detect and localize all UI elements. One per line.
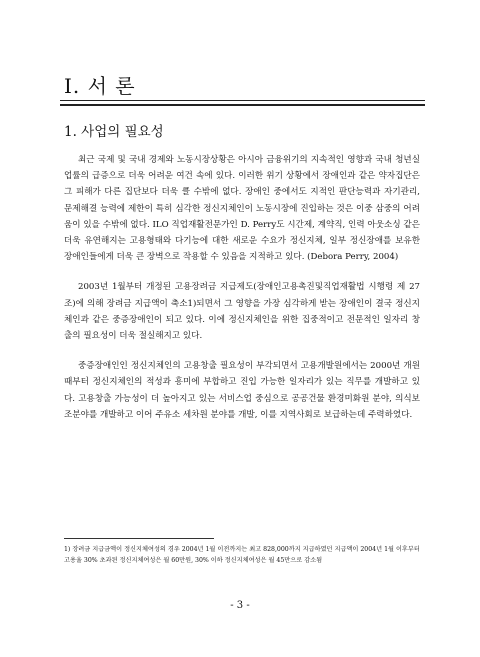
paragraph-1: 최근 국제 및 국내 경제와 노동시장상황은 아시아 금융위기의 지속적인 영향과 국내 청년실업률의 급증으로 더욱 어려운 여건 속에 있다. 이러한 위기 상황에서 장애인과 같은 약자집단은 그 피해가 다른 집단보다 더욱 클 수밖에 없다. 장애인 중에서도 지적인 판단능력과 자기관리, 문제해결 능력에 제한이 특히 심각한 정신지체인이 노동시장에 진입하는 것은 이중 삼중의 어려움이 있을 수밖에 없다. ILO 직업재활전문가인 D. Perry도 시간제, 계약직, 인력 아웃소싱 같은 더욱 유연해지는 고용형태와 다기능에 대한 새로운 수요가 정신지체, 일부 정신장애를 보유한 장애인들에게 더욱 큰 장벽으로 작용할 수 있음을 지적하고 있다. (Debora Perry, 2004): [64, 155, 420, 263]
paragraph-2: 2003년 1월부터 개정된 고용장려금 지급제도(장애인고용촉진및직업재활법 시행령 제 27조)에 의해 장려금 지급액이 축소1)되면서 그 영향을 가장 심각하게 받는 장애인이 결국 정신지체인과 같은 중증장애인이 되고 있다. 이에 정신지체인을 위한 집중적이고 전문적인 일자리 창출의 필요성이 더욱 절실해지고 있다.: [64, 282, 420, 342]
footnote: 1) 장려금 지급금액이 정신지체여성의 경우 2004년 1월 이전까지는 최고 828,000까지 지급하였던 지급액이 2004년 1월 이후부터 고용율 30% 초과된 정신지체여성은 월 60만원, 30% 이하 정신지체여성은 월 45만으로 감소됨: [64, 546, 420, 564]
footnote-separator: [64, 538, 214, 539]
body-text: [64, 152, 420, 437]
paragraph-3: 중증장애인인 정신지체인의 고용창출 필요성이 부각되면서 고용개발원에서는 2000년 개원 때부터 정신지체인의 적성과 흥미에 부합하고 진입 가능한 일자리가 있는 직무를 개발하고 있다. 고용창출 가능성이 더 높아지고 있는 서비스업 중심으로 공공건물 환경미화원 분야, 의식보조분야를 개발하고 이어 주유소 세차원 분야를 개발, 이를 지역사회로 보급하는데 주력하였다.: [64, 361, 420, 420]
chapter-title: Ⅰ. 서 론: [64, 74, 136, 98]
title-rule-thick: [60, 104, 425, 106]
section-title: 1. 사업의 필요성: [64, 124, 164, 140]
title-rule-thin: [60, 100, 425, 101]
page-number: - 3 -: [230, 600, 250, 611]
